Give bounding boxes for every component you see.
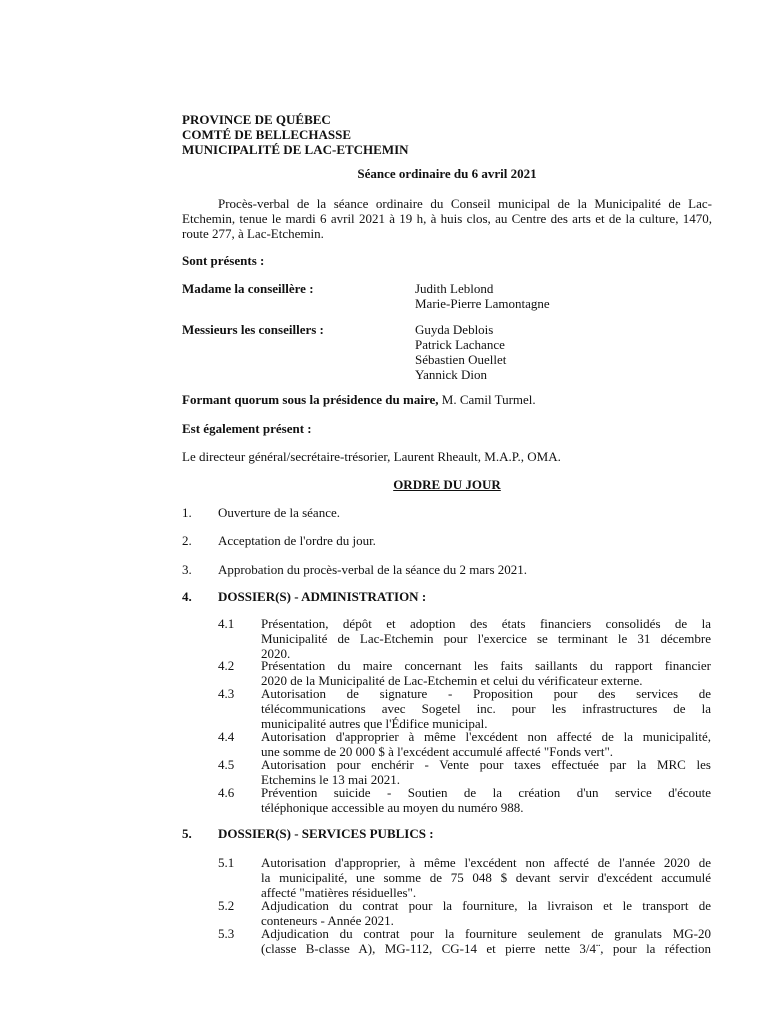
subitem-line: Municipalité de Lac-Etchemin pour l'exercice se terminant le 31 décembre (261, 631, 711, 646)
subitem-text (261, 898, 711, 928)
subitem-line: 2020. (261, 646, 291, 661)
quorum-bold: Formant quorum sous la présidence du maire, (182, 392, 439, 407)
subitem-line: municipalité autres que l'Édifice municipal. (261, 716, 488, 731)
councillor-name: Marie-Pierre Lamontagne (415, 296, 550, 311)
subitem-line: Présentation, dépôt et adoption des états financiers consolidés de la (261, 616, 711, 631)
quorum-line (182, 392, 712, 407)
subitem-num: 4.3 (218, 686, 235, 701)
quorum-mayor: M. Camil Turmel. (438, 392, 536, 407)
section-num: 5. (182, 826, 192, 841)
document-header (182, 112, 582, 157)
intro-paragraph: Procès-verbal de la séance ordinaire du Conseil municipal de la Municipalité de Lac-Etchemin, tenue le mardi 6 avril 2021 à 19 h, à huis clos, au Centre des arts et de la culture, 1470, route 277, à Lac-Etchemin. (182, 196, 712, 241)
subitem-num: 4.1 (218, 616, 235, 631)
subitem-line: la municipalité, une somme de 75 048 $ devant servir d'excédent accumulé (261, 870, 711, 885)
councillor-name: Yannick Dion (415, 367, 487, 382)
subitem-line: Autorisation de signature - Proposition pour des services de (261, 686, 711, 701)
subitem-line: Prévention suicide - Soutien de la création d'un service d'écoute (261, 785, 711, 800)
subitem-num: 4.6 (218, 785, 235, 800)
subitem-num: 5.3 (218, 926, 235, 941)
subitem-text (261, 729, 711, 759)
section-title-administration: DOSSIER(S) - ADMINISTRATION : (218, 589, 427, 604)
madame-label: Madame la conseillère : (182, 281, 314, 296)
councillor-name: Sébastien Ouellet (415, 352, 507, 367)
subitem-num: 5.1 (218, 855, 235, 870)
subitem-text (261, 785, 711, 815)
agenda-item-num: 1. (182, 505, 192, 520)
subitem-num: 4.4 (218, 729, 235, 744)
agenda-title: ORDRE DU JOUR (393, 477, 501, 492)
subitem-num: 5.2 (218, 898, 235, 913)
subitem-line: Etchemins le 13 mai 2021. (261, 772, 401, 787)
subitem-line: télécommunications avec Sogetel inc. pour les infrastructures de la (261, 701, 711, 716)
header-province: PROVINCE DE QUÉBEC (182, 112, 331, 127)
councillor-name: Judith Leblond (415, 281, 494, 296)
subitem-text (261, 855, 711, 900)
subitem-line: Adjudication du contrat pour la fourniture, la livraison et le transport de (261, 898, 711, 913)
subitem-line: conteneurs - Année 2021. (261, 913, 394, 928)
agenda-item-num: 2. (182, 533, 192, 548)
councillor-name: Guyda Deblois (415, 322, 494, 337)
also-present-text: Le directeur général/secrétaire-trésorier, Laurent Rheault, M.A.P., OMA. (182, 449, 561, 464)
header-municipality: MUNICIPALITÉ DE LAC-ETCHEMIN (182, 142, 409, 157)
session-title: Séance ordinaire du 6 avril 2021 (357, 166, 537, 181)
subitem-line: Adjudication du contrat pour la fourniture seulement de granulats MG-20 (261, 926, 711, 941)
subitem-line: Autorisation d'approprier à même l'excédent non affecté de la municipalité, (261, 729, 711, 744)
subitem-line: Autorisation pour enchérir - Vente pour taxes effectuée par la MRC les (261, 757, 711, 772)
header-county: COMTÉ DE BELLECHASSE (182, 127, 352, 142)
also-present-heading: Est également présent : (182, 421, 312, 436)
subitem-line: affecté "matières résiduelles". (261, 885, 417, 900)
councillor-name: Patrick Lachance (415, 337, 505, 352)
section-num: 4. (182, 589, 192, 604)
subitem-text (261, 658, 711, 688)
agenda-item-num: 3. (182, 562, 192, 577)
messieurs-label: Messieurs les conseillers : (182, 322, 324, 337)
subitem-line: (classe B-classe A), MG-112, CG-14 et pierre nette 3/4¨, pour la réfection (261, 941, 711, 956)
subitem-line: 2020 de la Municipalité de Lac-Etchemin et celui du vérificateur externe. (261, 673, 643, 688)
agenda-item-text: Ouverture de la séance. (218, 505, 340, 520)
subitem-line: Présentation du maire concernant les faits saillants du rapport financier (261, 658, 711, 673)
subitem-line: téléphonique accessible au moyen du numéro 988. (261, 800, 524, 815)
subitem-num: 4.5 (218, 757, 235, 772)
agenda-item-text: Acceptation de l'ordre du jour. (218, 533, 376, 548)
subitem-line: une somme de 20 000 $ à l'excédent accumulé affecté "Fonds vert". (261, 744, 614, 759)
madame-names (415, 281, 550, 311)
messieurs-names (415, 322, 506, 382)
subitem-text (261, 686, 711, 731)
agenda-item-text: Approbation du procès-verbal de la séance du 2 mars 2021. (218, 562, 528, 577)
presents-heading: Sont présents : (182, 253, 265, 268)
subitem-num: 4.2 (218, 658, 235, 673)
section-title-public-services: DOSSIER(S) - SERVICES PUBLICS : (218, 826, 434, 841)
subitem-text (261, 926, 711, 956)
subitem-line: Autorisation d'approprier, à même l'excédent non affecté de l'année 2020 de (261, 855, 711, 870)
subitem-text (261, 616, 711, 661)
subitem-text (261, 757, 711, 787)
